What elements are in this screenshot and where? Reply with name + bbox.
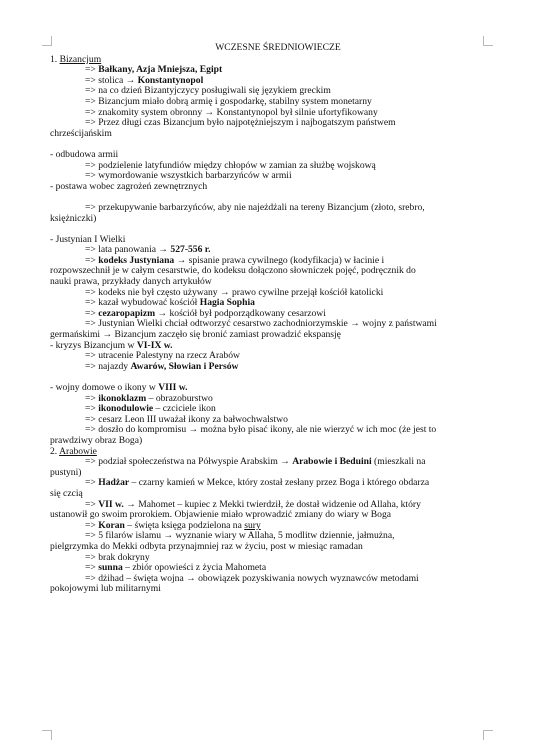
line-segment: - odbudowa armii bbox=[50, 148, 119, 160]
line-segment: ustanowił go swoim prorokiem. Objawienie miało wprowadzić zmiany do wiary w Boga bbox=[50, 509, 392, 521]
line-segment: Konstantynopol bbox=[137, 74, 204, 86]
line-segment: => na co dzień Bizantyjczycy posługiwali się językiem greckim bbox=[85, 85, 331, 97]
line-segment: Arabowie bbox=[59, 445, 97, 457]
line-segment: => dżihad – święta wojna → obowiązek pozyskiwania nowych wyznawców metodami bbox=[85, 572, 419, 584]
line-segment: Arabowie i Beduini bbox=[292, 456, 372, 468]
text-line bbox=[50, 584, 490, 595]
text-line bbox=[50, 203, 490, 214]
line-segment: => podzielenie latyfundiów między chłopów w zamian za służbę wojskową bbox=[85, 159, 376, 171]
line-segment: kodeks Justyniana bbox=[98, 254, 175, 266]
line-segment: => cesarz Leon III uważał ikony za bałwochwalstwo bbox=[85, 413, 288, 425]
line-segment: => Justynian Wielki chciał odtworzyć cesarstwo zachodniorzymskie → wojny z państwami bbox=[85, 318, 437, 330]
line-segment: => Przez długi czas Bizancjum było najpotężniejszym i najbogatszym państwem bbox=[85, 117, 396, 129]
line-segment: Hadżar bbox=[98, 477, 130, 489]
line-segment: => 5 filarów islamu → wyznanie wiary w Allaha, 5 modlitw dziennie, jałmużna, bbox=[85, 530, 395, 542]
text-line bbox=[50, 457, 490, 468]
line-segment: => bbox=[85, 519, 99, 531]
line-segment: => podział społeczeństwa na Półwyspie Arabskim → bbox=[85, 456, 293, 468]
line-segment: Awarów, Słowian i Persów bbox=[130, 360, 239, 372]
line-segment: => bbox=[85, 392, 99, 404]
text-line bbox=[50, 478, 490, 489]
line-segment: chrześcijańskim bbox=[50, 127, 112, 139]
line-segment: pustyni) bbox=[50, 466, 82, 478]
line-segment: => bbox=[85, 498, 99, 510]
text-line bbox=[50, 362, 490, 373]
line-segment: → kościół był podporządkowany cesarzowi bbox=[155, 307, 326, 319]
line-segment: – obrazoburstwo bbox=[146, 392, 213, 404]
line-segment: => bbox=[85, 254, 99, 266]
line-segment: VII w. bbox=[98, 498, 124, 510]
line-segment: – czciciele ikon bbox=[153, 403, 216, 415]
line-segment: (mieszkali na bbox=[371, 456, 426, 468]
page-corner-mark bbox=[42, 730, 52, 740]
document-lines bbox=[50, 55, 490, 595]
line-segment: => lata panowania → bbox=[85, 244, 171, 256]
line-segment: => bbox=[85, 403, 99, 415]
line-segment: rozpowszechnił je w całym cesarstwie, do kodeksu dołączono słowniczek pojęć, podręcznik do bbox=[50, 265, 416, 277]
line-segment: Bałkany, Azja Mniejsza, Egipt bbox=[98, 64, 223, 76]
line-segment: nauki prawa, przykłady danych artykułów bbox=[50, 276, 212, 288]
text-line bbox=[50, 118, 490, 129]
line-segment: ikonodulowie bbox=[98, 403, 154, 415]
line-segment: księżniczki) bbox=[50, 212, 97, 224]
line-segment: VIII w. bbox=[158, 382, 188, 393]
text-line bbox=[50, 182, 490, 193]
text-line bbox=[50, 129, 490, 140]
line-segment: → Mahomet – kupiec z Mekki twierdził, że dostał widzenie od Allaha, który bbox=[123, 498, 421, 510]
line-segment: → spisanie prawa cywilnego (kodyfikacja) w łacinie i bbox=[174, 254, 385, 266]
line-segment: => brak dokryny bbox=[85, 551, 150, 563]
document-title: WCZESNE ŚREDNIOWIECZE bbox=[215, 42, 341, 53]
line-segment: – zbiór opowieści z życia Mahometa bbox=[122, 562, 267, 574]
document-body[interactable] bbox=[50, 43, 490, 595]
line-segment: => wymordowanie wszystkich barbarzyńców w armii bbox=[85, 170, 292, 182]
line-segment: cezaropapizm bbox=[98, 307, 156, 319]
line-segment: sunna bbox=[98, 562, 123, 574]
line-segment: Koran bbox=[98, 519, 125, 531]
line-segment: - postawa wobec zagrożeń zewnętrznych bbox=[50, 180, 208, 192]
page-corner-mark bbox=[483, 730, 493, 740]
line-segment: 527-556 r. bbox=[170, 244, 211, 256]
line-segment: => najazdy bbox=[85, 360, 131, 372]
line-segment: pokojowymi lub militarnymi bbox=[50, 583, 161, 595]
line-segment: – czarny kamień w Mekce, który został zesłany przez Boga i którego obdarza bbox=[129, 477, 430, 489]
line-segment: 2. bbox=[50, 445, 60, 457]
line-segment: sury bbox=[244, 519, 261, 531]
line-segment: => bbox=[85, 64, 99, 76]
line-segment: => bbox=[85, 307, 99, 319]
line-segment: Hagia Sophia bbox=[199, 297, 255, 309]
line-segment: 1. bbox=[50, 53, 60, 65]
line-segment: pielgrzymka do Mekki odbyta przynajmniej raz w życiu, post w miesiąc ramadan bbox=[50, 540, 363, 552]
line-segment: - kryzys Bizancjum w bbox=[50, 339, 137, 351]
text-line bbox=[50, 436, 490, 447]
line-segment: => bbox=[85, 477, 99, 489]
line-segment: - wojny domowe o ikony w bbox=[50, 382, 159, 393]
line-segment: ikonoklazm bbox=[98, 392, 147, 404]
line-segment: => doszło do kompromisu → można było pisać ikony, ale nie wierzyć w ich moc (że jest to bbox=[85, 424, 437, 436]
line-segment: Bizancjum bbox=[59, 53, 102, 65]
line-segment: – święta księga podzielona na bbox=[124, 519, 245, 531]
line-segment: => kazał wybudować kościół bbox=[85, 297, 200, 309]
text-line bbox=[50, 214, 490, 225]
line-segment: germańskimi → Bizancjum zaczęło się bronić zamiast prowadzić ekspansję bbox=[50, 329, 341, 341]
line-segment: => znakomity system obronny → Konstantynopol był silnie ufortyfikowany bbox=[85, 106, 378, 118]
line-segment: - Justynian I Wielki bbox=[50, 233, 126, 245]
line-segment: prawdziwy obraz Boga) bbox=[50, 434, 143, 446]
line-segment: VI-IX w. bbox=[136, 339, 173, 351]
line-segment: => bbox=[85, 562, 99, 574]
line-segment: => kodeks nie był często używany → prawo cywilne przejął kościół katolicki bbox=[85, 286, 384, 298]
line-segment: => Bizancjum miało dobrą armię i gospodarkę, stabilny system monetarny bbox=[85, 95, 372, 107]
line-segment: się czcią bbox=[50, 487, 83, 499]
line-segment: => przekupywanie barbarzyńców, aby nie najeżdżali na tereny Bizancjum (złoto, srebro, bbox=[85, 201, 425, 213]
line-segment: => utracenie Palestyny na rzecz Arabów bbox=[85, 350, 240, 362]
line-segment: => stolica → bbox=[85, 74, 138, 86]
